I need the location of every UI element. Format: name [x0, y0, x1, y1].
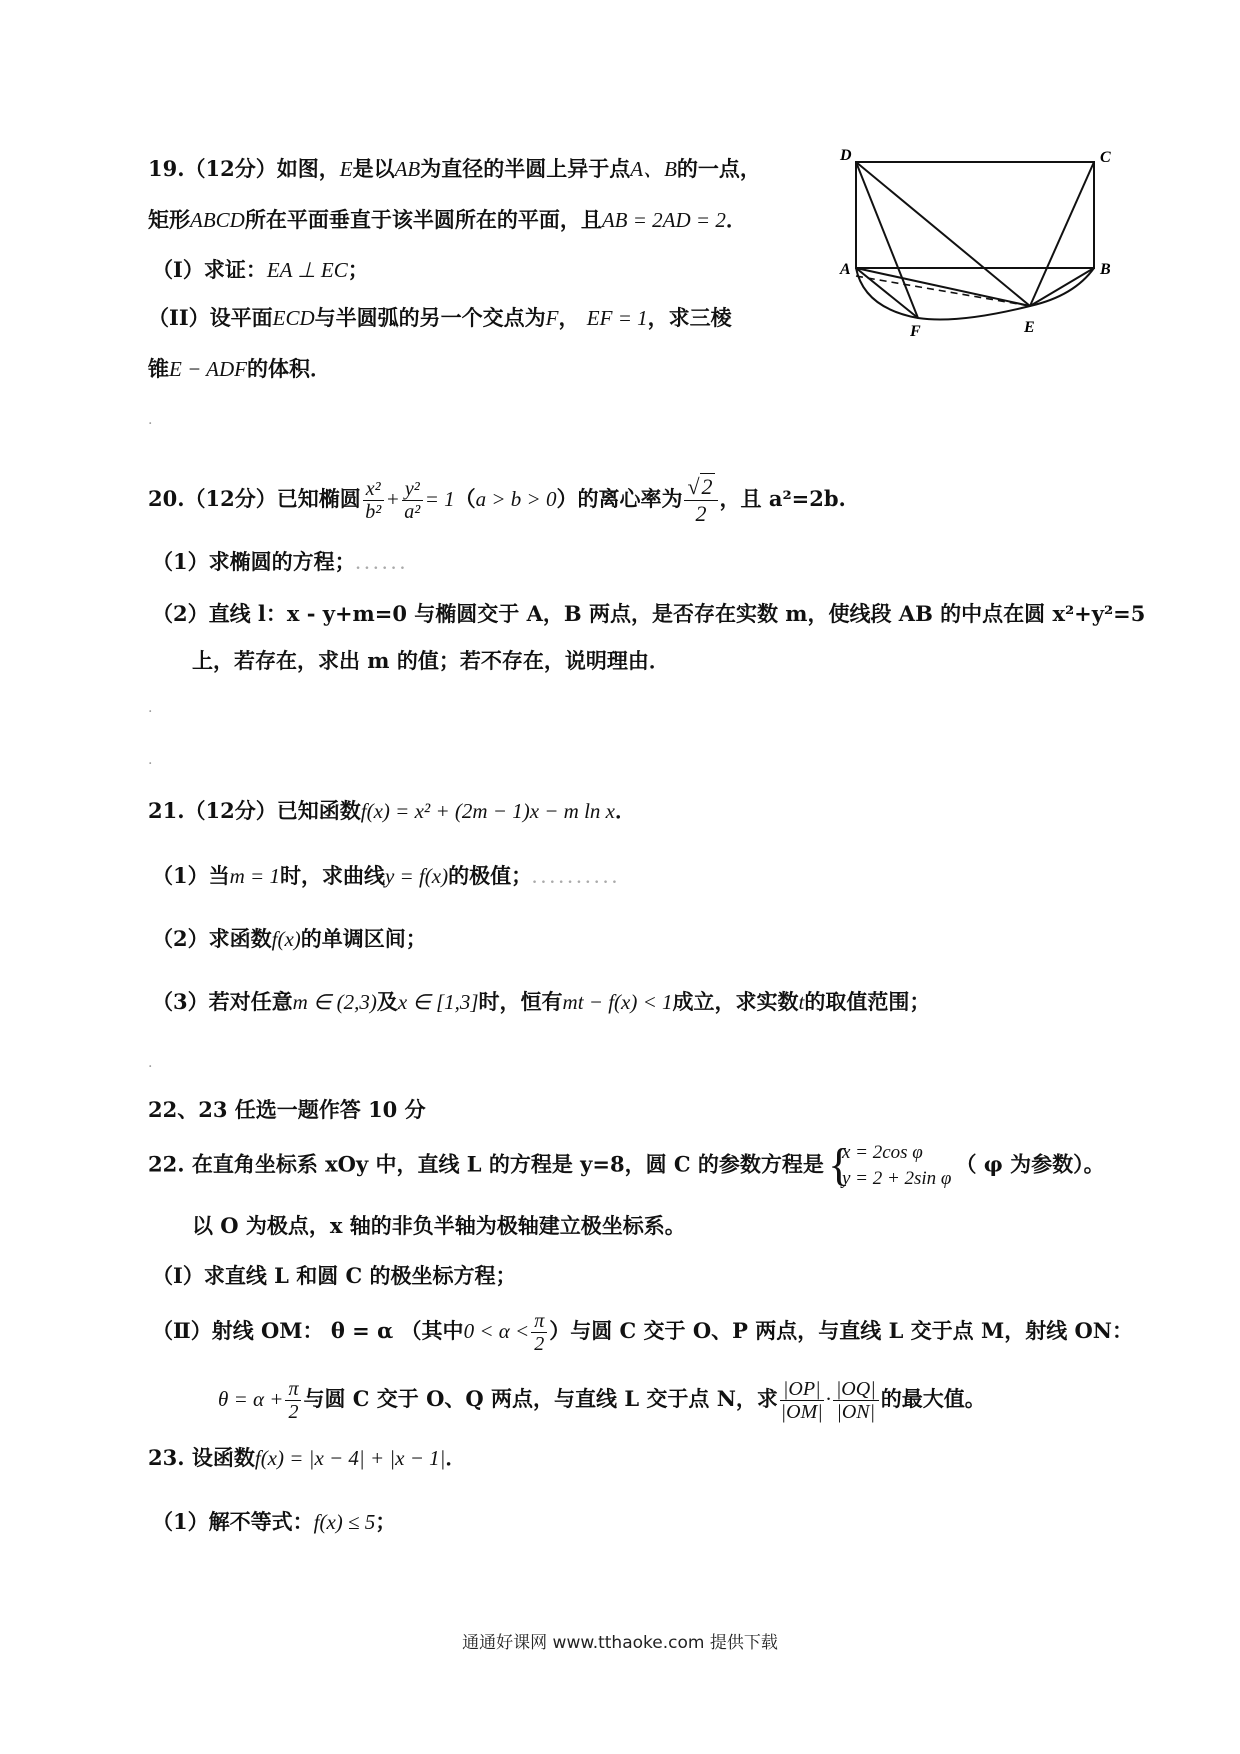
q22-part2: （Ⅱ）射线 OM： θ = α （其中0 < α < $\frac{\pi}{2}$ ）与圆 C 交于 O、P 两点，与直线 L 交于点 M，射线 ON：: [152, 1310, 1134, 1355]
frac-op-om: $\frac{|OP|}{|OM|}$: [780, 1378, 823, 1423]
label-a: A: [840, 261, 851, 278]
label-c: C: [1100, 149, 1111, 166]
scan-dot: .: [148, 700, 153, 716]
scan-dot: .: [148, 752, 153, 768]
q21-part3: （3）若对任意m ∈ (2,3)及x ∈ [1,3]时，恒有mt − f(x) < 1成立，求实数t的取值范围；: [152, 989, 931, 1014]
frac-x2-b2: $\frac{\text{x²}}{\text{b²}}$: [363, 478, 384, 523]
edge-ae: [856, 268, 1030, 306]
q22-23-header: 22、23 任选一题作答 10 分: [148, 1097, 426, 1122]
q23-part1: （1）解不等式：f(x) ≤ 5；: [152, 1509, 397, 1534]
q20-part1: （1）求椭圆的方程；......: [152, 549, 409, 574]
q19-line2: 矩形ABCD所在平面垂直于该半圆所在的平面，且AB = 2AD = 2．: [148, 207, 747, 232]
var-e: E: [339, 157, 353, 181]
frac-oq-on: $\frac{|OQ|}{|ON|}$: [833, 1378, 879, 1423]
q20-line1: 20.（12分）已知椭圆 $\frac{\text{x²}}{\text{b²}}$ + $\frac{\text{y²}}{\text{a²}}$ = 1（a > b > 0）的离心率为 $\frac{√2}{2}$ ，且 a²=2b.: [148, 474, 846, 526]
q21-part2: （2）求函数f(x)的单调区间；: [152, 926, 427, 951]
q23-line1: 23. 设函数f(x) = |x − 4| + |x − 1|．: [148, 1445, 467, 1470]
frac-y2-a2: $\frac{\text{y²}}{\text{a²}}$: [402, 478, 423, 523]
label-f: F: [910, 323, 921, 338]
scan-dot: .: [148, 1055, 153, 1071]
edge-de: [856, 162, 1030, 306]
scan-dot: .: [148, 412, 153, 428]
q20-part2: （2）直线 l：x - y+m=0 与椭圆交于 A，B 两点，是否存在实数 m，使线段 AB 的中点在圆 x²+y²=5: [152, 601, 1146, 626]
q19-line1: 19.（12分）如图，E是以AB为直径的半圆上异于点A、B的一点，: [148, 156, 761, 181]
frac-pi-over-2-b: $\frac{\pi}{2}$: [285, 1378, 301, 1423]
q22-line2: 以 O 为极点，x 轴的非负半轴为极轴建立极坐标系。: [192, 1213, 686, 1238]
q20-part2-cont: 上，若存在，求出 m 的值；若不存在，说明理由．: [192, 648, 670, 673]
q22-part2-cont: θ = α + $\frac{\pi}{2}$ 与圆 C 交于 O、Q 两点，与直线 L 交于点 N，求 $\frac{|OP|}{|OM|}$ · $\frac{|OQ|}{|ON|}$ 的最大值。: [218, 1378, 986, 1423]
q19-part1: （I）求证：EA ⊥ EC；: [152, 257, 369, 282]
q22-part1: （Ⅰ）求直线 L 和圆 C 的极坐标方程；: [152, 1263, 517, 1288]
q21-line1: 21.（12分）已知函数f(x) = x² + (2m − 1)x − m ln x．: [148, 798, 637, 823]
frac-sqrt2-over-2: $\frac{√2}{2}$: [684, 474, 717, 527]
frac-pi-over-2: $\frac{\pi}{2}$: [531, 1310, 547, 1355]
dashed-ae: [856, 276, 1030, 306]
edge-ce: [1030, 162, 1094, 306]
q19-part2: （II）设平面ECD与半圆弧的另一个交点为F， EF = 1，求三棱: [148, 305, 732, 330]
label-d: D: [840, 148, 852, 164]
label-e: E: [1024, 319, 1035, 336]
q22-line1: 22. 在直角坐标系 xOy 中，直线 L 的方程是 y=8，圆 C 的参数方程是 { x = 2cos φ y = 2 + 2sin φ （ φ 为参数）。: [148, 1139, 1105, 1190]
q19-geometry-figure: [838, 148, 1118, 338]
footer-source: 通通好课网 www.tthaoke.com 提供下载: [462, 1633, 778, 1653]
q21-part1: （1）当m = 1时，求曲线y = f(x)的极值；..........: [152, 863, 621, 888]
label-b: B: [1100, 261, 1111, 278]
parametric-system: { x = 2cos φ y = 2 + 2sin φ: [827, 1139, 952, 1190]
edge-df: [856, 162, 918, 318]
edge-be: [1030, 268, 1094, 306]
q19-part2-cont: 锥E − ADF的体积．: [148, 356, 331, 381]
